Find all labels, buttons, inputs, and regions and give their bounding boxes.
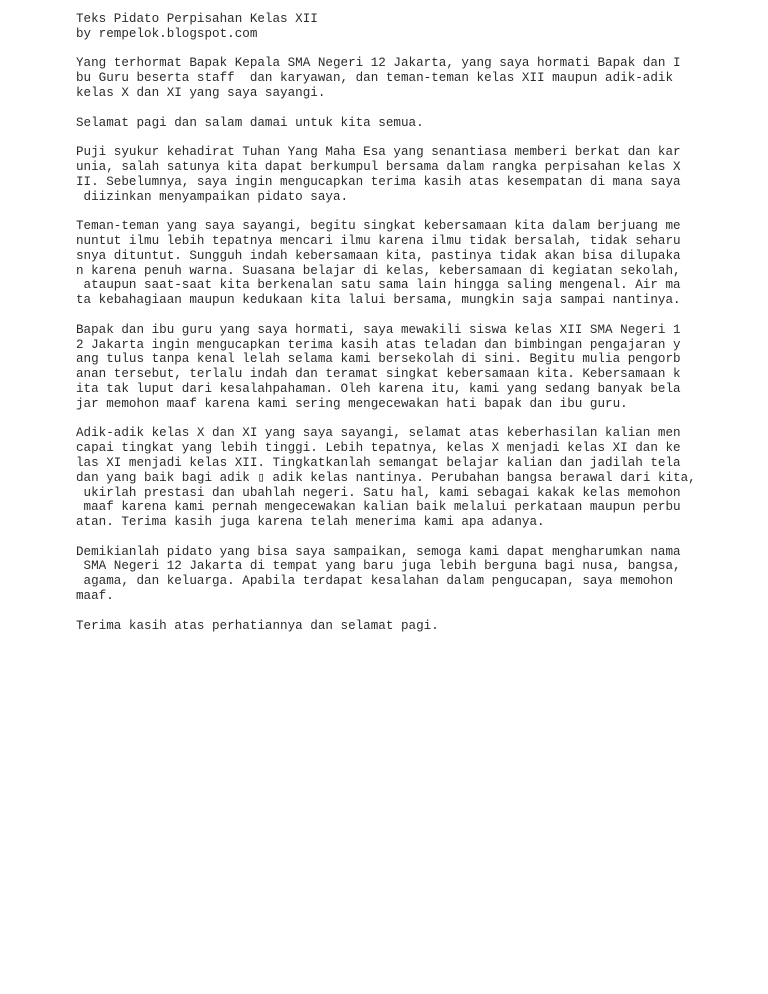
text-line: agama, dan keluarga. Apabila terdapat kesalahan dalam pengucapan, saya memohon bbox=[76, 574, 674, 589]
text-line: 2 Jakarta ingin mengucapkan terima kasih atas teladan dan bimbingan pengajaran y bbox=[76, 337, 681, 352]
text-line: unia, salah satunya kita dapat berkumpul bersama dalam rangka perpisahan kelas X bbox=[76, 159, 681, 174]
paragraph-thanks bbox=[76, 619, 716, 634]
text-line: kelas X dan XI yang saya sayangi. bbox=[76, 85, 326, 100]
paragraph-closing bbox=[76, 545, 716, 604]
paragraph-salutation bbox=[76, 116, 716, 131]
text-line: ukirlah prestasi dan ubahlah negeri. Satu hal, kami sebagai kakak kelas memohon bbox=[76, 485, 681, 500]
text-line: nuntut ilmu lebih tepatnya mencari ilmu karena ilmu tidak bersalah, tidak seharu bbox=[76, 233, 681, 248]
text-line: II. Sebelumnya, saya ingin mengucapkan terima kasih atas kesempatan di mana saya bbox=[76, 174, 681, 189]
text-line: ita tak luput dari kesalahpahaman. Oleh karena itu, kami yang sedang banyak bela bbox=[76, 381, 681, 396]
text-line: atan. Terima kasih juga karena telah menerima kami apa adanya. bbox=[76, 515, 545, 530]
paragraph-greeting bbox=[76, 56, 716, 100]
text-line: ang tulus tanpa kenal lelah selama kami bersekolah di sini. Begitu mulia pengorb bbox=[76, 352, 681, 367]
text-line: n karena penuh warna. Suasana belajar di kelas, kebersamaan di kegiatan sekolah, bbox=[76, 263, 681, 278]
paragraph-gratitude bbox=[76, 145, 716, 204]
text-line: diizinkan menyampaikan pidato saya. bbox=[76, 189, 349, 204]
text-line: jar memohon maaf karena kami sering mengecewakan hati bapak dan ibu guru. bbox=[76, 396, 628, 411]
document-header bbox=[76, 12, 716, 42]
text-line: anan tersebut, terlalu indah dan teramat singkat kebersamaan kita. Kebersamaan k bbox=[76, 367, 681, 382]
text-line: maaf karena kami pernah mengecewakan kalian baik melalui perkataan maupun perbu bbox=[76, 500, 681, 515]
text-line: dan yang baik bagi adik ▯ adik kelas nantinya. Perubahan bangsa berawal dari kita, bbox=[76, 470, 696, 485]
document-title: Teks Pidato Perpisahan Kelas XII bbox=[76, 12, 318, 26]
document-byline: by rempelok.blogspot.com bbox=[76, 26, 258, 41]
text-line: Selamat pagi dan salam damai untuk kita semua. bbox=[76, 115, 424, 130]
text-line: bu Guru beserta staff dan karyawan, dan teman-teman kelas XII maupun adik-adik bbox=[76, 71, 674, 86]
text-line: Puji syukur kehadirat Tuhan Yang Maha Esa yang senantiasa memberi berkat dan kar bbox=[76, 145, 681, 160]
text-line: capai tingkat yang lebih tinggi. Lebih tepatnya, kelas X menjadi kelas XI dan ke bbox=[76, 441, 681, 456]
speech-text bbox=[76, 12, 716, 648]
text-line: Adik-adik kelas X dan XI yang saya sayangi, selamat atas keberhasilan kalian men bbox=[76, 426, 681, 441]
text-line: SMA Negeri 12 Jakarta di tempat yang baru juga lebih berguna bagi nusa, bangsa, bbox=[76, 559, 681, 574]
text-line: Bapak dan ibu guru yang saya hormati, saya mewakili siswa kelas XII SMA Negeri 1 bbox=[76, 322, 681, 337]
text-line: las XI menjadi kelas XII. Tingkatkanlah semangat belajar kalian dan jadilah tela bbox=[76, 455, 681, 470]
text-line: Terima kasih atas perhatiannya dan selamat pagi. bbox=[76, 618, 439, 633]
paragraph-teachers bbox=[76, 323, 716, 412]
paragraph-juniors bbox=[76, 426, 716, 530]
text-line: maaf. bbox=[76, 589, 114, 604]
text-line: ataupun saat-saat kita berkenalan satu sama lain hingga saling mengenal. Air ma bbox=[76, 278, 681, 293]
text-line: Teman-teman yang saya sayangi, begitu singkat kebersamaan kita dalam berjuang me bbox=[76, 219, 681, 234]
text-line: Demikianlah pidato yang bisa saya sampaikan, semoga kami dapat mengharumkan nama bbox=[76, 544, 681, 559]
paragraph-classmates bbox=[76, 219, 716, 308]
text-line: ta kebahagiaan maupun kedukaan kita lalui bersama, mungkin saja sampai nantinya. bbox=[76, 293, 681, 308]
text-line: Yang terhormat Bapak Kepala SMA Negeri 12 Jakarta, yang saya hormati Bapak dan I bbox=[76, 56, 681, 71]
text-line: snya dituntut. Sungguh indah kebersamaan kita, pastinya tidak akan bisa dilupaka bbox=[76, 248, 681, 263]
